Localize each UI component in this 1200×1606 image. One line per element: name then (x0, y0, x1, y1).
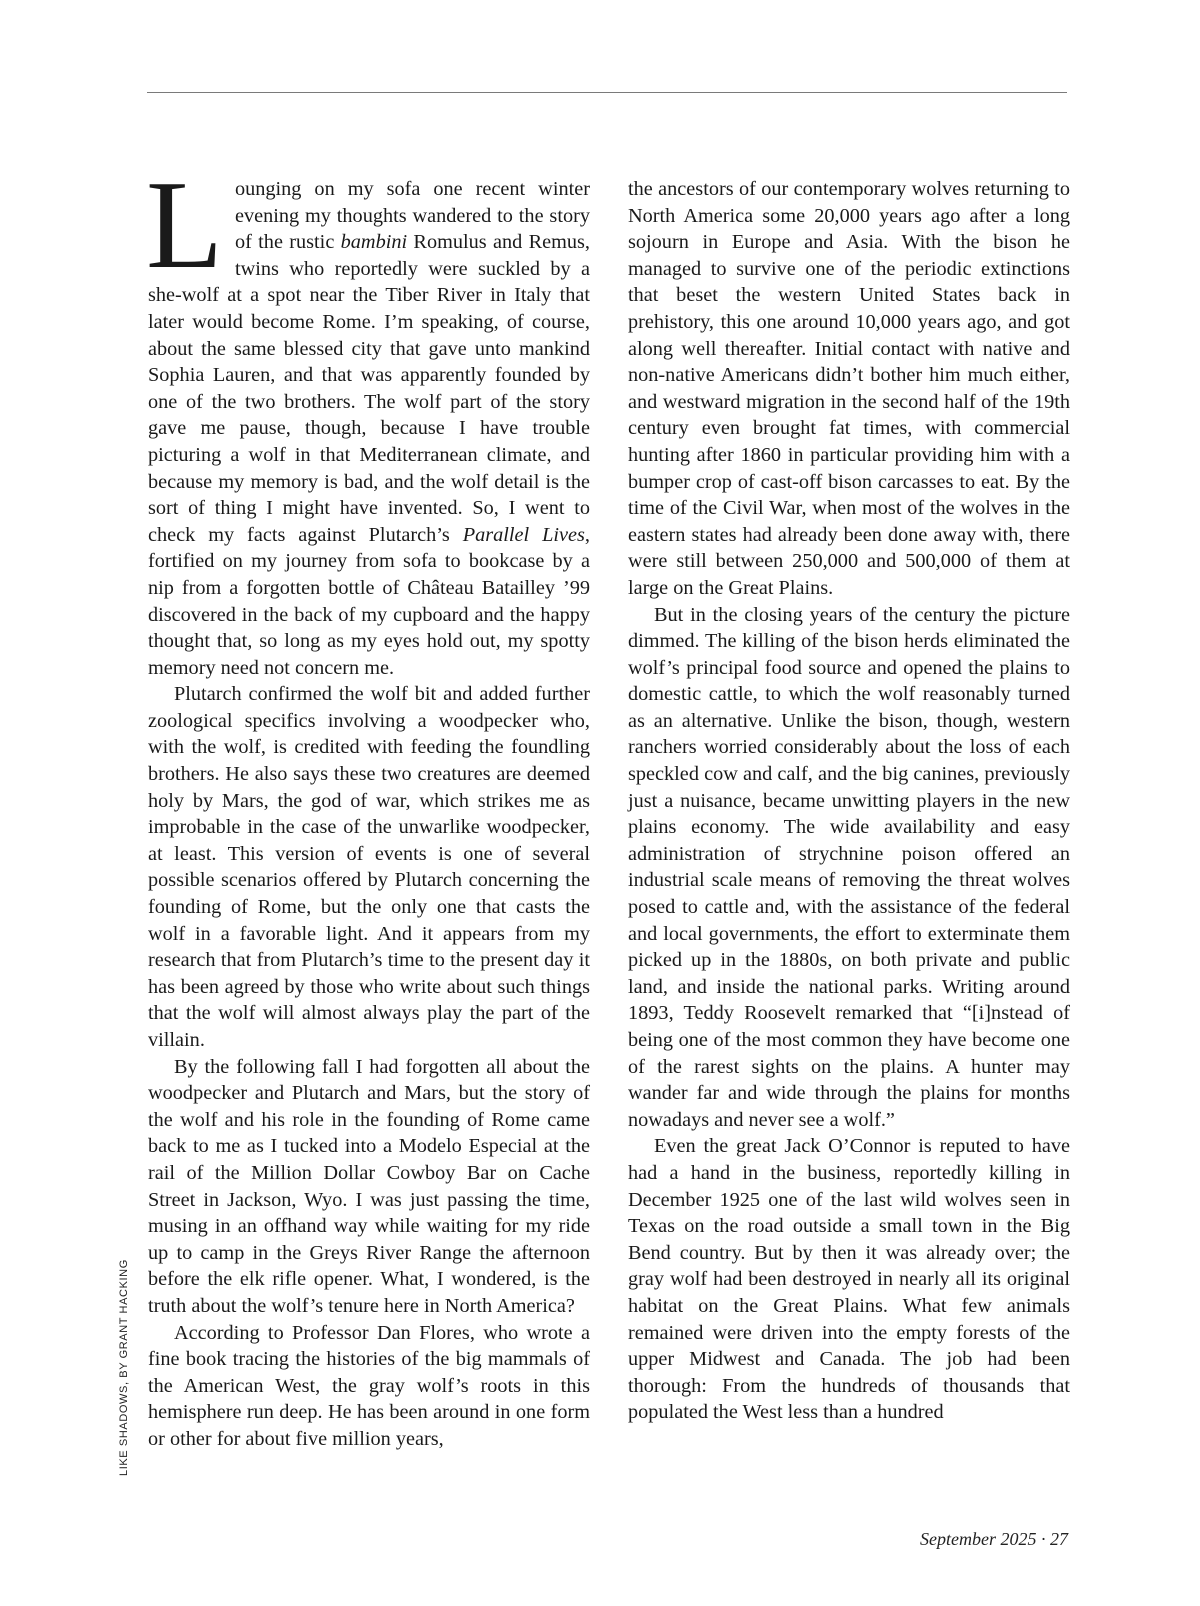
paragraph-6: But in the closing years of the century the picture dimmed. The killing of the bison herds eliminated the wolf’s principal food source and opened the plains to domestic cattle, to which the wolf reasonably turned as an alternative. Unlike the bison, though, western ranchers worried considerably about the loss of each speckled cow and calf, and the big canines, previously just a nuisance, became unwitting players in the new plains economy. The wide availability and easy administration of strychnine poison offered an industrial scale means of removing the threat wolves posed to cattle and, with the assistance of the federal and local governments, the effort to exterminate them picked up in the 1880s, on both private and public land, and inside the national parks. Writing around 1893, Teddy Roosevelt remarked that “[i]nstead of being one of the most common they have become one of the rarest sights on the plains. A hunter may wander far and wide through the plains for months nowadays and never see a wolf.” (628, 603, 1070, 1131)
page-folio: September 2025 · 27 (920, 1529, 1068, 1549)
paragraph-text: , fortified on my journey from sofa to bookcase by a nip from a forgotten bottle of Château Batailley ’99 discovered in the back of my cupboard and the happy thought that, so long as my eyes hold out, my spotty memory need not concern me. (148, 523, 590, 679)
paragraph-7: Even the great Jack O’Connor is reputed to have had a hand in the business, reportedly killing in December 1925 one of the last wild wolves seen in Texas on the road outside a small town in the Big Bend country. But by then it was already over; the gray wolf had been destroyed in nearly all its original habitat on the Great Plains. What few animals remained were driven into the empty forests of the upper Midwest and Canada. The job had been thorough: From the hundreds of thousands that populated the West less than a hundred (628, 1135, 1070, 1424)
italic-title-parallel-lives: Parallel Lives (462, 523, 585, 546)
paragraph-text: ounging on my sofa one recent winter evening my thoughts wandered to the story of the rustic (234, 178, 590, 254)
drop-cap: L (146, 156, 223, 295)
paragraph-4: According to Professor Dan Flores, who wrote a fine book tracing the histories of the big mammals of the American West, the gray wolf’s roots in this hemisphere run deep. He has been around in one form or other for about five million years, (148, 1321, 590, 1450)
article-column-left (146, 156, 590, 1453)
paragraph-3: By the following fall I had forgotten all about the woodpecker and Plutarch and Mars, but the story of the wolf and his role in the founding of Rome came back to me as I tucked into a Modelo Especial at the rail of the Million Dollar Cowboy Bar on Cache Street in Jackson, Wyo. I was just passing the time, musing in an offhand way while waiting for my ride up to camp in the Greys River Range the afternoon before the elk rifle opener. What, I wondered, is the truth about the wolf’s tenure here in North America? (148, 1055, 590, 1317)
paragraph-5: the ancestors of our contemporary wolves returning to North America some 20,000 years ago after a long sojourn in Europe and Asia. With the bison he managed to survive one of the periodic extinctions that beset the western United States back in prehistory, this one around 10,000 years ago, and got along well thereafter. Initial contact with native and non-native Americans didn’t bother him much either, and westward migration in the second half of the 19th century even brought fat times, with commercial hunting after 1860 in particular providing him with a bumper crop of cast-off bison carcasses to eat. By the time of the Civil War, when most of the wolves in the eastern states had already been done away with, there were still between 250,000 and 500,000 of them at large on the Great Plains. (628, 178, 1070, 599)
header-rule (147, 92, 1067, 93)
paragraph-1 (146, 156, 590, 681)
article-column-right (628, 176, 1070, 1426)
paragraph-2: Plutarch confirmed the wolf bit and added further zoological specifics involving a woodpecker who, with the wolf, is credited with feeding the foundling brothers. He also says these two creatures are deemed holy by Mars, the god of war, which strikes me as improbable in the case of the unwarlike woodpecker, at least. This version of events is one of several possible scenarios offered by Plutarch concerning the founding of Rome, but the only one that casts the wolf in a favorable light. And it appears from my research that from Plutarch’s time to the present day it has been agreed by those who write about such things that the wolf will almost always play the part of the villain. (148, 683, 590, 1051)
italic-term-bambini: bambini (340, 231, 408, 254)
image-credit: LIKE SHADOWS, BY GRANT HACKING (118, 1259, 130, 1476)
paragraph-text: Romulus and Remus, twins who reportedly were suckled by a she-wolf at a spot near the Tiber River in Italy that later would become Rome. I’m speaking, of course, about the same blessed city that gave unto mankind Sophia Lauren, and that was apparently founded by one of the two brothers. The wolf part of the story gave me pause, though, because I have trouble picturing a wolf in that Mediterranean climate, and because my memory is bad, and the wolf detail is the sort of thing I might have invented. So, I went to check my facts against Plutarch’s (148, 231, 590, 546)
